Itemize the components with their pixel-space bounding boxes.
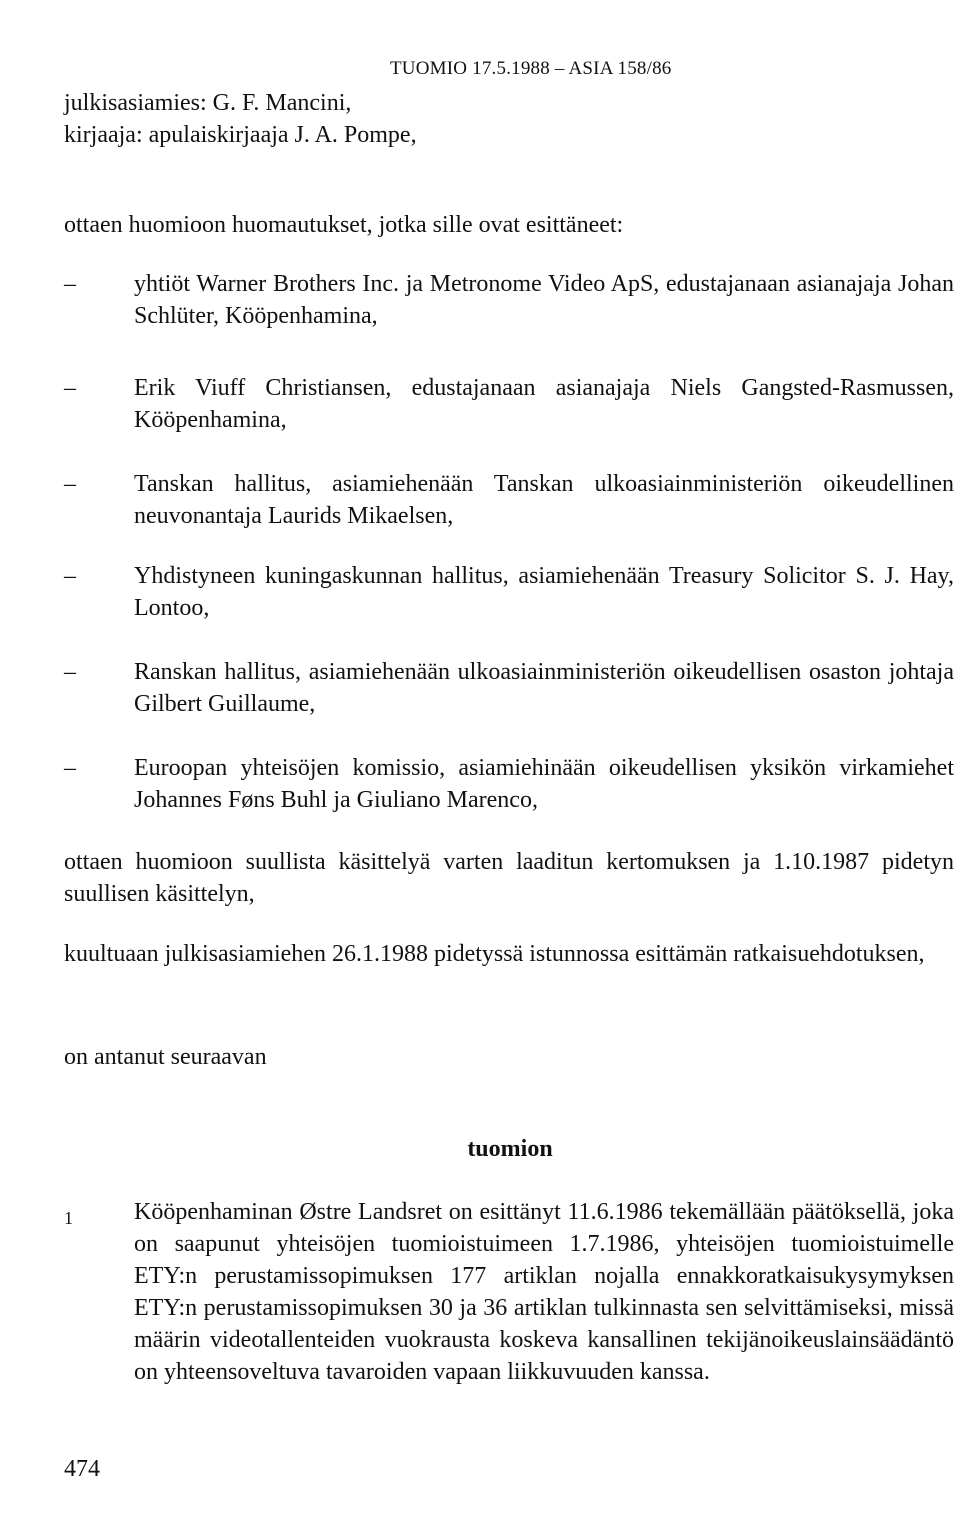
paragraph-text: Kööpenhaminan Østre Landsret on esittänyt 11.6.1986 tekemällään päätöksellä, joka on saapunut yhteisöjen tuomioistuimeen 1.7.1986, yhteisöjen tuomioistuimelle ETY:n perustamissopimuksen 177 artiklan nojalla ennakkoratkaisukysymyksen ETY:n perustamissopimuksen 30 ja 36 artiklan tulkinnasta sen selvittämiseksi, missä määrin videotallenteiden vuokrausta koskeva kansallinen tekijänoikeuslainsäädäntö on yhteensoveltuva tavaroiden vapaan liikkuvuuden kanssa. [134, 1199, 954, 1385]
registrar-line: kirjaaja: apulaiskirjaaja J. A. Pompe, [64, 122, 417, 148]
judgment-heading: tuomion [467, 1136, 553, 1162]
delivers-line: on antanut seuraavan [64, 1044, 267, 1070]
case-reference-header: TUOMIO 17.5.1988 – ASIA 158/86 [390, 58, 672, 79]
observation-item-denmark [64, 468, 954, 532]
judgment-paragraph-1 [64, 1196, 954, 1388]
page-number: 474 [64, 1456, 100, 1482]
observation-item-united-kingdom [64, 560, 954, 624]
hearing-report-paragraph: ottaen huomioon suullista käsittelyä varten laaditun kertomuksen ja 1.10.1987 pidetyn suullisen käsittelyn, [64, 849, 954, 907]
observation-text: Euroopan yhteisöjen komissio, asiamiehinään oikeudellisen yksikön virkamiehet Johannes Føns Buhl ja Giuliano Marenco, [134, 755, 954, 813]
list-dash: – [64, 755, 76, 781]
list-dash: – [64, 471, 76, 497]
observation-item-france [64, 656, 954, 720]
observation-item-commission [64, 752, 954, 816]
observation-item-christiansen [64, 372, 954, 436]
opinion-paragraph: kuultuaan julkisasiamiehen 26.1.1988 pidetyssä istunnossa esittämän ratkaisuehdotuksen, [64, 941, 925, 967]
paragraph-number: 1 [64, 1208, 73, 1228]
observation-text: Yhdistyneen kuningaskunnan hallitus, asiamiehenään Treasury Solicitor S. J. Hay, Lontoo, [134, 563, 954, 621]
observation-text: Tanskan hallitus, asiamiehenään Tanskan ulkoasiainministeriön oikeudellinen neuvonantaja Laurids Mikaelsen, [134, 471, 954, 529]
advocate-general-line: julkisasiamies: G. F. Mancini, [64, 90, 352, 116]
observation-text: Ranskan hallitus, asiamiehenään ulkoasiainministeriön oikeudellisen osaston johtaja Gilbert Guillaume, [134, 659, 954, 717]
observation-text: yhtiöt Warner Brothers Inc. ja Metronome Video ApS, edustajanaan asianajaja Johan Schlüter, Kööpenhamina, [134, 271, 954, 329]
observation-text: Erik Viuff Christiansen, edustajanaan asianajaja Niels Gangsted-Rasmussen, Kööpenhamina, [134, 375, 954, 433]
list-dash: – [64, 563, 76, 589]
observations-intro: ottaen huomioon huomautukset, jotka sille ovat esittäneet: [64, 212, 624, 238]
list-dash: – [64, 659, 76, 685]
list-dash: – [64, 271, 76, 297]
observation-item-warner [64, 268, 954, 332]
list-dash: – [64, 375, 76, 401]
